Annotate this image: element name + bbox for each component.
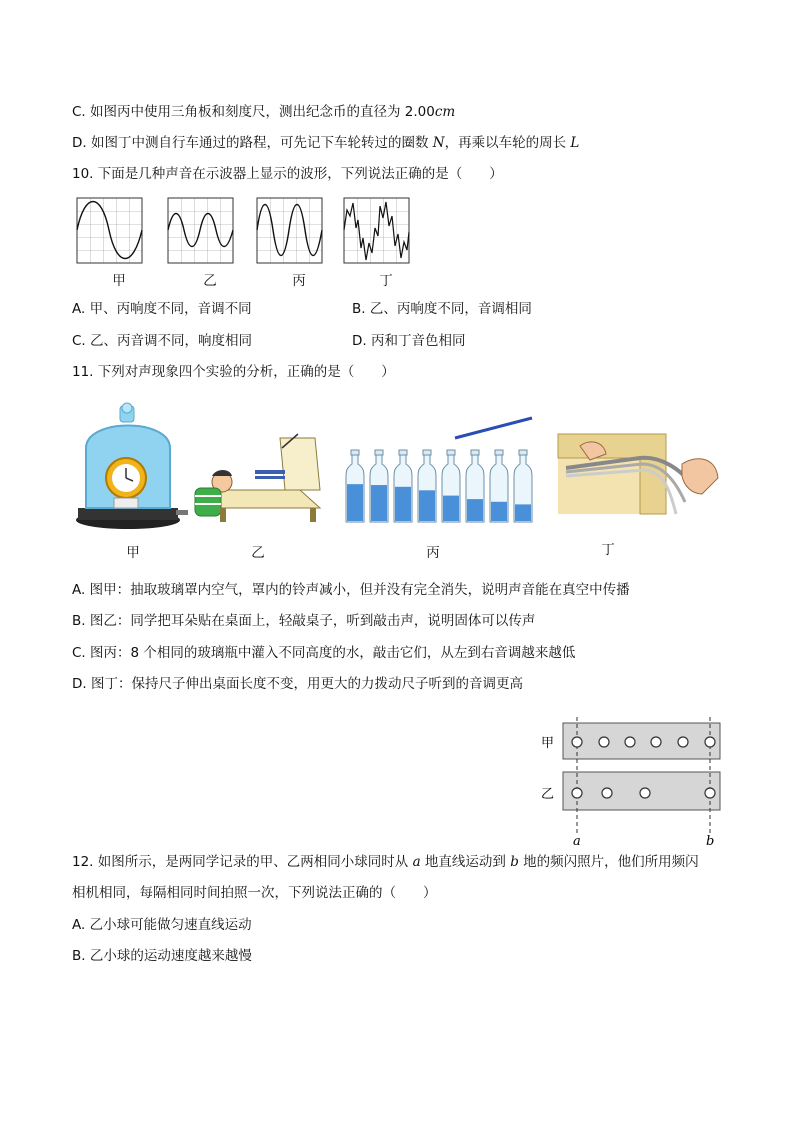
bottle xyxy=(514,450,532,522)
bottle xyxy=(394,450,412,522)
q9-option-d-text1: D. 如图丁中测自行车通过的路程，可先记下车轮转过的圈数 xyxy=(72,135,433,151)
q9-option-d xyxy=(72,134,579,152)
q12-stem-line2: 相机相同，每隔相同时间拍照一次，下列说法正确的（ ） xyxy=(72,885,437,901)
q10-caption-jia: 甲 xyxy=(112,273,126,289)
q12-stem-a: a xyxy=(412,854,421,870)
q10-stem: 10. 下面是几种声音在示波器上显示的波形，下列说法正确的是（ ） xyxy=(72,166,503,182)
waveform-yi xyxy=(168,198,233,263)
q10-option-b: B. 乙、丙响度不同，音调相同 xyxy=(352,301,532,317)
bottle xyxy=(346,450,364,522)
q12-row-label-jia: 甲 xyxy=(541,736,555,751)
q10-caption-yi: 乙 xyxy=(203,273,217,289)
q11-option-c: C. 图丙：8 个相同的玻璃瓶中灌入不同高度的水，敲击它们，从左到右音调越来越低 xyxy=(72,645,576,661)
bottle xyxy=(370,450,388,522)
striking-stick xyxy=(455,418,532,438)
q9-option-d-l: L xyxy=(570,135,580,151)
bell-jar-illustration xyxy=(76,403,188,529)
q11-option-b: B. 图乙：同学把耳朵贴在桌面上，轻敲桌子，听到敲击声，说明固体可以传声 xyxy=(72,613,536,629)
q10-oscilloscope-figures xyxy=(70,193,420,269)
water-bottles-illustration xyxy=(346,450,532,522)
q12-option-b: B. 乙小球的运动速度越来越慢 xyxy=(72,948,252,964)
q9-option-d-n: N xyxy=(432,135,445,151)
bottle xyxy=(490,450,508,522)
ruler-table-illustration xyxy=(558,434,718,514)
q12-point-label-a: a xyxy=(573,834,581,849)
desk-listening-illustration xyxy=(195,434,320,522)
q10-option-d: D. 丙和丁音色相同 xyxy=(352,333,466,349)
q10-caption-bing: 丙 xyxy=(292,273,306,289)
q9-option-c-unit: cm xyxy=(434,104,456,120)
q11-caption-ding: 丁 xyxy=(601,542,615,558)
q12-point-label-b: b xyxy=(706,834,715,849)
q10-caption-ding: 丁 xyxy=(379,273,393,289)
q12-stem-b: b xyxy=(510,854,519,870)
bottle xyxy=(442,450,460,522)
q11-option-d: D. 图丁：保持尺子伸出桌面长度不变，用更大的力拨动尺子听到的音调更高 xyxy=(72,676,523,692)
waveform-ding xyxy=(344,198,409,263)
q11-experiment-figures xyxy=(70,398,730,534)
q10-option-c: C. 乙、丙音调不同，响度相同 xyxy=(72,333,253,349)
q12-stem-text3: 地的频闪照片，他们所用频闪 xyxy=(518,854,699,870)
q9-option-c xyxy=(72,103,455,121)
q9-option-d-text2: ，再乘以车轮的周长 xyxy=(444,135,571,151)
q12-stem-line1 xyxy=(72,853,699,871)
q12-stem-text2: 地直线运动到 xyxy=(420,854,511,870)
q12-row-label-yi: 乙 xyxy=(541,787,555,802)
bottle xyxy=(418,450,436,522)
bottle xyxy=(466,450,484,522)
q12-option-a: A. 乙小球可能做匀速直线运动 xyxy=(72,917,252,933)
waveform-bing xyxy=(257,198,322,263)
q9-option-c-text: C. 如图丙中使用三角板和刻度尺，测出纪念币的直径为 2.00 xyxy=(72,104,435,120)
q11-caption-bing: 丙 xyxy=(426,545,440,561)
q11-stem: 11. 下列对声现象四个实验的分析，正确的是（ ） xyxy=(72,364,395,380)
q12-strobe-figure xyxy=(535,715,735,850)
q12-stem-text1: 12. 如图所示，是两同学记录的甲、乙两相同小球同时从 xyxy=(72,854,413,870)
q11-option-a: A. 图甲：抽取玻璃罩内空气，罩内的铃声减小，但并没有完全消失，说明声音能在真空中传播 xyxy=(72,582,630,598)
q10-option-a: A. 甲、丙响度不同，音调不同 xyxy=(72,301,252,317)
waveform-jia xyxy=(77,198,142,263)
q11-caption-yi: 乙 xyxy=(251,545,265,561)
q11-caption-jia: 甲 xyxy=(126,545,140,561)
